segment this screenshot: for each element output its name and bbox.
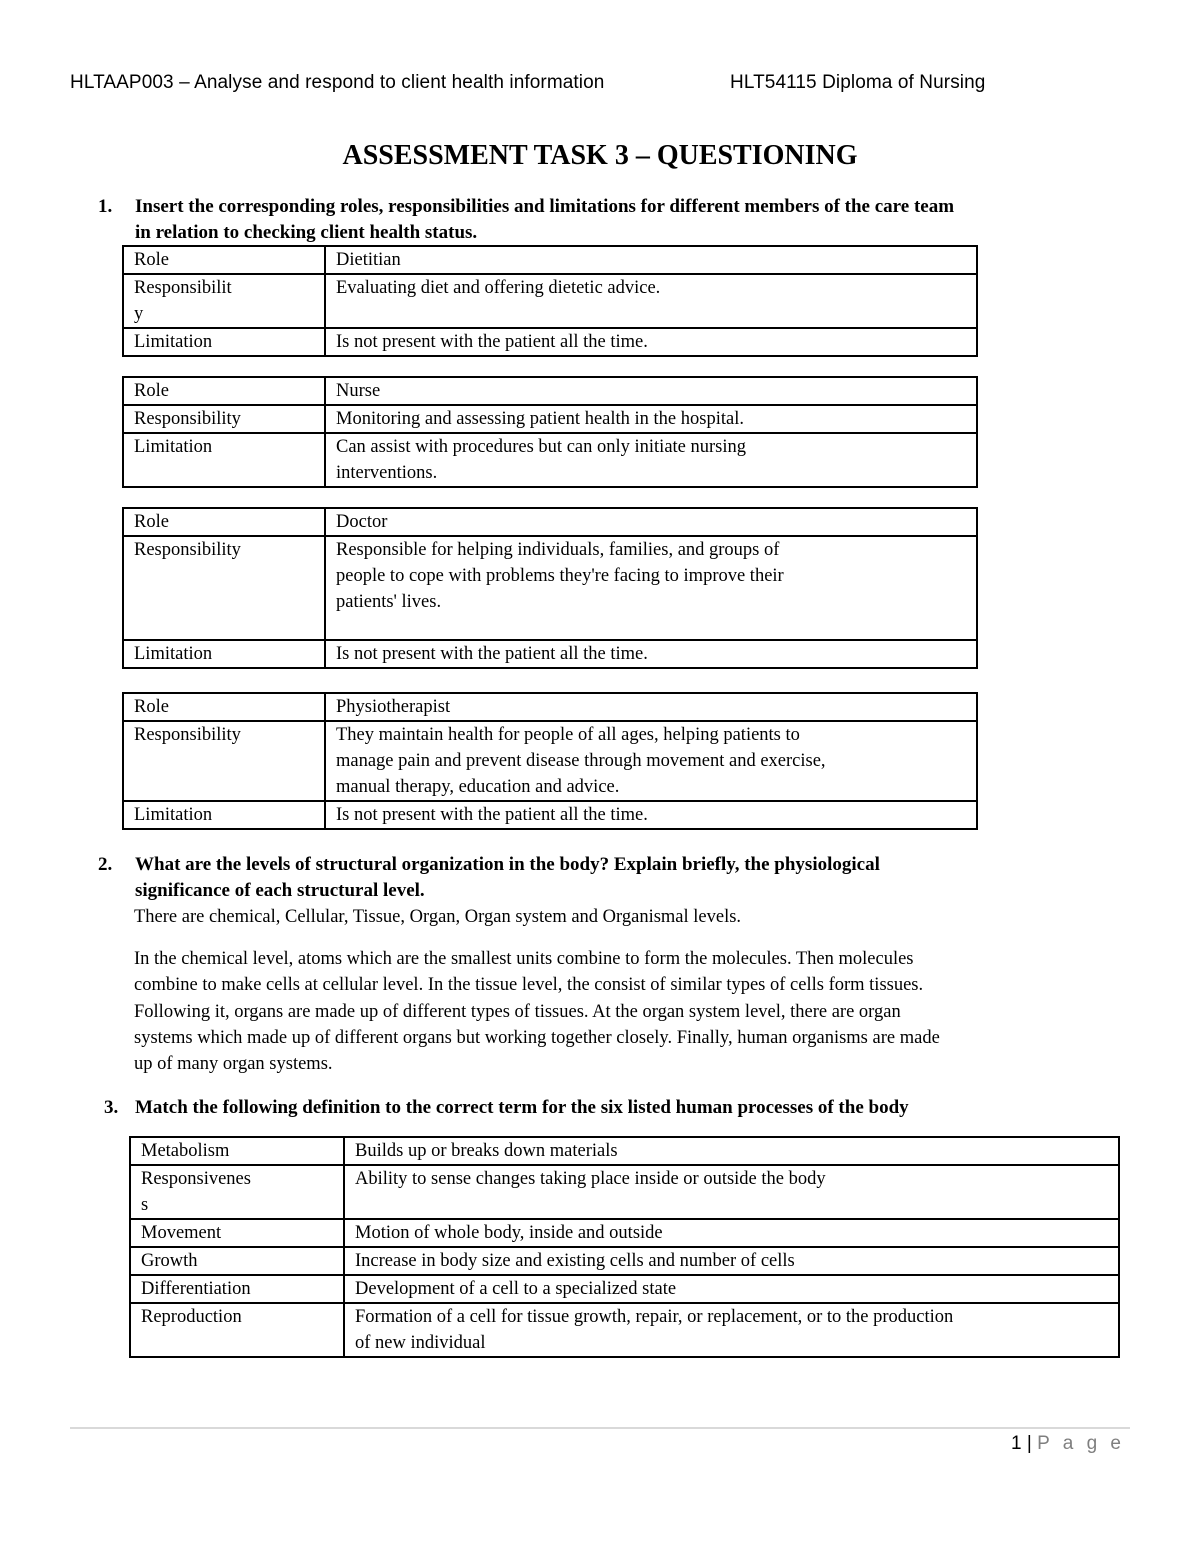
cell-role-value: Physiotherapist [325, 693, 977, 721]
table-row [130, 1165, 1119, 1219]
cell-limitation-value: Is not present with the patient all the time. [325, 328, 977, 356]
cell-role-value: Dietitian [325, 246, 977, 274]
table-row [123, 693, 977, 721]
cell-responsibility-value: They maintain health for people of all ages, helping patients to manage pain and prevent disease through movement and exercise, manual therapy, education and advice. [325, 721, 977, 801]
cell-responsibility-label: Responsibility [123, 721, 325, 801]
cell-responsibility-label: Responsibilit y [123, 274, 325, 328]
cell-responsibility-label: Responsibility [123, 405, 325, 433]
page-number: 1 | P a g e [1011, 1433, 1125, 1454]
question-3 [104, 1095, 1104, 1121]
cell-definition: Development of a cell to a specialized state [344, 1275, 1119, 1303]
table-row [123, 274, 977, 328]
cell-definition: Ability to sense changes taking place inside or outside the body [344, 1165, 1119, 1219]
role-table-physiotherapist [122, 692, 978, 830]
cell-responsibility-value: Monitoring and assessing patient health in the hospital. [325, 405, 977, 433]
table-row [130, 1137, 1119, 1165]
cell-role-label: Role [123, 246, 325, 274]
answer-summary: There are chemical, Cellular, Tissue, Organ, Organ system and Organismal levels. [134, 907, 742, 927]
table-row [123, 433, 977, 487]
table-row [123, 536, 977, 640]
table-row [123, 328, 977, 356]
cell-role-label: Role [123, 693, 325, 721]
footer-divider [70, 1427, 1130, 1429]
cell-term: Metabolism [130, 1137, 344, 1165]
processes-table [129, 1136, 1120, 1358]
role-table-doctor [122, 507, 978, 669]
table-row [123, 405, 977, 433]
cell-term: Differentiation [130, 1275, 344, 1303]
question-2 [98, 852, 1098, 904]
cell-definition: Builds up or breaks down materials [344, 1137, 1119, 1165]
table-row [123, 801, 977, 829]
cell-role-label: Role [123, 508, 325, 536]
cell-term: Growth [130, 1247, 344, 1275]
cell-limitation-value: Is not present with the patient all the time. [325, 640, 977, 668]
table-row [130, 1219, 1119, 1247]
cell-definition: Motion of whole body, inside and outside [344, 1219, 1119, 1247]
cell-limitation-label: Limitation [123, 433, 325, 487]
cell-role-label: Role [123, 377, 325, 405]
question-number: 3. [104, 1097, 119, 1118]
cell-term: Reproduction [130, 1303, 344, 1357]
question-text-line-1: Insert the corresponding roles, responsibilities and limitations for different members of the care team [135, 196, 955, 217]
cell-limitation-label: Limitation [123, 801, 325, 829]
question-number: 2. [98, 854, 113, 875]
table-row [123, 721, 977, 801]
question-text-line-2: in relation to checking client health status. [135, 222, 478, 243]
cell-responsibility-value: Evaluating diet and offering dietetic advice. [325, 274, 977, 328]
cell-limitation-value: Can assist with procedures but can only initiate nursing interventions. [325, 433, 977, 487]
cell-definition: Formation of a cell for tissue growth, repair, or replacement, or to the production of new individual [344, 1303, 1119, 1357]
cell-limitation-value: Is not present with the patient all the time. [325, 801, 977, 829]
table-row [123, 640, 977, 668]
table-row [123, 508, 977, 536]
cell-limitation-label: Limitation [123, 328, 325, 356]
question-text-line-2: significance of each structural level. [135, 880, 425, 901]
cell-role-value: Nurse [325, 377, 977, 405]
cell-term: Responsivenes s [130, 1165, 344, 1219]
table-row [123, 246, 977, 274]
table-row [130, 1303, 1119, 1357]
cell-role-value: Doctor [325, 508, 977, 536]
cell-term: Movement [130, 1219, 344, 1247]
cell-responsibility-label: Responsibility [123, 536, 325, 640]
header-right: HLT54115 Diploma of Nursing [730, 72, 986, 93]
header-left: HLTAAP003 – Analyse and respond to client health information [70, 72, 605, 93]
role-table-dietitian [122, 245, 978, 357]
question-text-line-1: Match the following definition to the correct term for the six listed human processes of the body [135, 1097, 909, 1118]
answer-explanation: In the chemical level, atoms which are the smallest units combine to form the molecules. Then molecules combine to make cells at cellular level. In the tissue level, the consist of similar types of cells form tissues. Following it, organs are made up of different types of tissues. At the organ system level, there are organ systems which made up of different organs but working together closely. Finally, human organisms are made up of many organ systems. [134, 949, 940, 1075]
table-row [123, 377, 977, 405]
table-row [130, 1275, 1119, 1303]
question-text-line-1: What are the levels of structural organization in the body? Explain briefly, the physiological [135, 854, 880, 875]
table-row [130, 1247, 1119, 1275]
question-1 [98, 194, 1098, 246]
cell-limitation-label: Limitation [123, 640, 325, 668]
cell-definition: Increase in body size and existing cells and number of cells [344, 1247, 1119, 1275]
role-table-nurse [122, 376, 978, 488]
question-number: 1. [98, 196, 113, 217]
cell-responsibility-value: Responsible for helping individuals, families, and groups of people to cope with problems they're facing to improve their patients' lives. [325, 536, 977, 640]
page-title: ASSESSMENT TASK 3 – QUESTIONING [342, 140, 858, 171]
